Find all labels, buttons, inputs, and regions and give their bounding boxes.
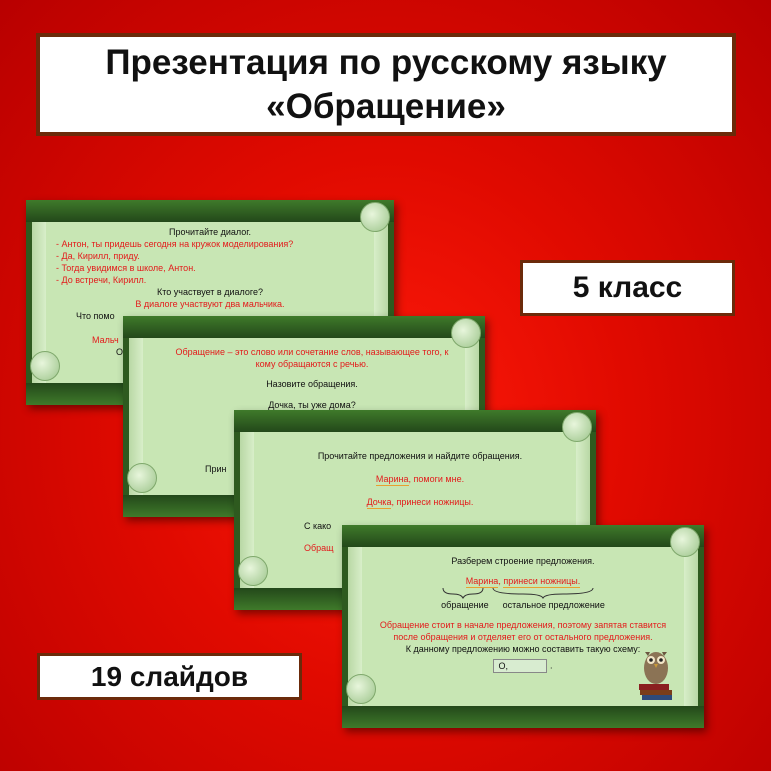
label-address: обращение bbox=[441, 600, 489, 610]
scroll-roll-icon bbox=[127, 463, 157, 493]
slide-task: Прочитайте предложения и найдите обращения. bbox=[317, 451, 523, 461]
example-sentence: Марина, принеси ножницы. bbox=[465, 576, 581, 586]
slide-top-band bbox=[123, 316, 485, 338]
scroll-roll-icon bbox=[346, 674, 376, 704]
title-box bbox=[36, 33, 736, 136]
slide-question: Кто участвует в диалоге? bbox=[157, 287, 263, 297]
slide-top-band bbox=[26, 200, 394, 222]
address-word: Марина bbox=[375, 474, 409, 484]
slide-fragment: С како bbox=[304, 521, 332, 531]
scroll-roll-icon bbox=[562, 412, 592, 442]
scroll-edge-right bbox=[684, 547, 698, 706]
slide-rule: Обращение стоит в начале предложения, поэтому запятая ставится после обращения и отделяет его от остального предложения. bbox=[379, 620, 667, 642]
scroll-roll-icon bbox=[238, 556, 268, 586]
slide-top-band bbox=[234, 410, 596, 432]
address-word: Марина bbox=[465, 576, 499, 586]
slide-bottom-band bbox=[342, 706, 704, 728]
title-line-2: «Обращение» bbox=[266, 86, 506, 126]
slide-top-band bbox=[342, 525, 704, 547]
sentence-rest: , помоги мне. bbox=[408, 474, 465, 484]
slide-task: Назовите обращения. bbox=[266, 379, 358, 389]
scroll-roll-icon bbox=[451, 318, 481, 348]
slide-fragment: Прин bbox=[205, 464, 227, 474]
slide-answer: В диалоге участвуют два мальчика. bbox=[135, 299, 285, 309]
schema-end: . bbox=[550, 660, 553, 671]
dialog-line: - Тогда увидимся в школе, Антон. bbox=[56, 263, 196, 273]
slide-fragment: О bbox=[116, 347, 124, 357]
slide-preview-4 bbox=[342, 525, 704, 728]
label-rest: остальное предложение bbox=[502, 600, 605, 610]
example-sentence bbox=[274, 496, 566, 508]
slide-fragment: Обращ bbox=[304, 543, 334, 553]
scroll-roll-icon bbox=[670, 527, 700, 557]
slide-question-2: Что помо bbox=[76, 311, 115, 321]
dialog-line: - Антон, ты придешь сегодня на кружок моделирования? bbox=[56, 239, 294, 249]
sentence-rest: принеси ножницы. bbox=[503, 576, 581, 586]
example-sentence bbox=[274, 473, 566, 485]
grade-badge: 5 класс bbox=[520, 260, 735, 316]
slide-heading: Прочитайте диалог. bbox=[169, 227, 251, 237]
owl-icon bbox=[636, 640, 676, 704]
schema-box: О, bbox=[493, 659, 547, 673]
address-word: Дочка bbox=[366, 497, 392, 507]
slide-task: Разберем строение предложения. bbox=[451, 556, 595, 566]
slide-schema-text: К данному предложению можно составить такую схему: bbox=[405, 644, 641, 654]
slides-count-badge: 19 слайдов bbox=[37, 653, 302, 700]
dialog-line: - Да, Кирилл, приду. bbox=[56, 251, 140, 261]
slide-definition: Обращение – это слово или сочетание слов, называющее того, к кому обращаются с речью. bbox=[175, 347, 449, 369]
slide-fragment: Мальч bbox=[92, 335, 119, 345]
title-line-1: Презентация по русскому языку bbox=[105, 42, 667, 82]
brace-icon bbox=[423, 587, 623, 599]
slide-example: Дочка, ты уже дома? bbox=[268, 400, 356, 410]
sentence-rest: , принеси ножницы. bbox=[391, 497, 474, 507]
dialog-line: - До встречи, Кирилл. bbox=[56, 275, 147, 285]
